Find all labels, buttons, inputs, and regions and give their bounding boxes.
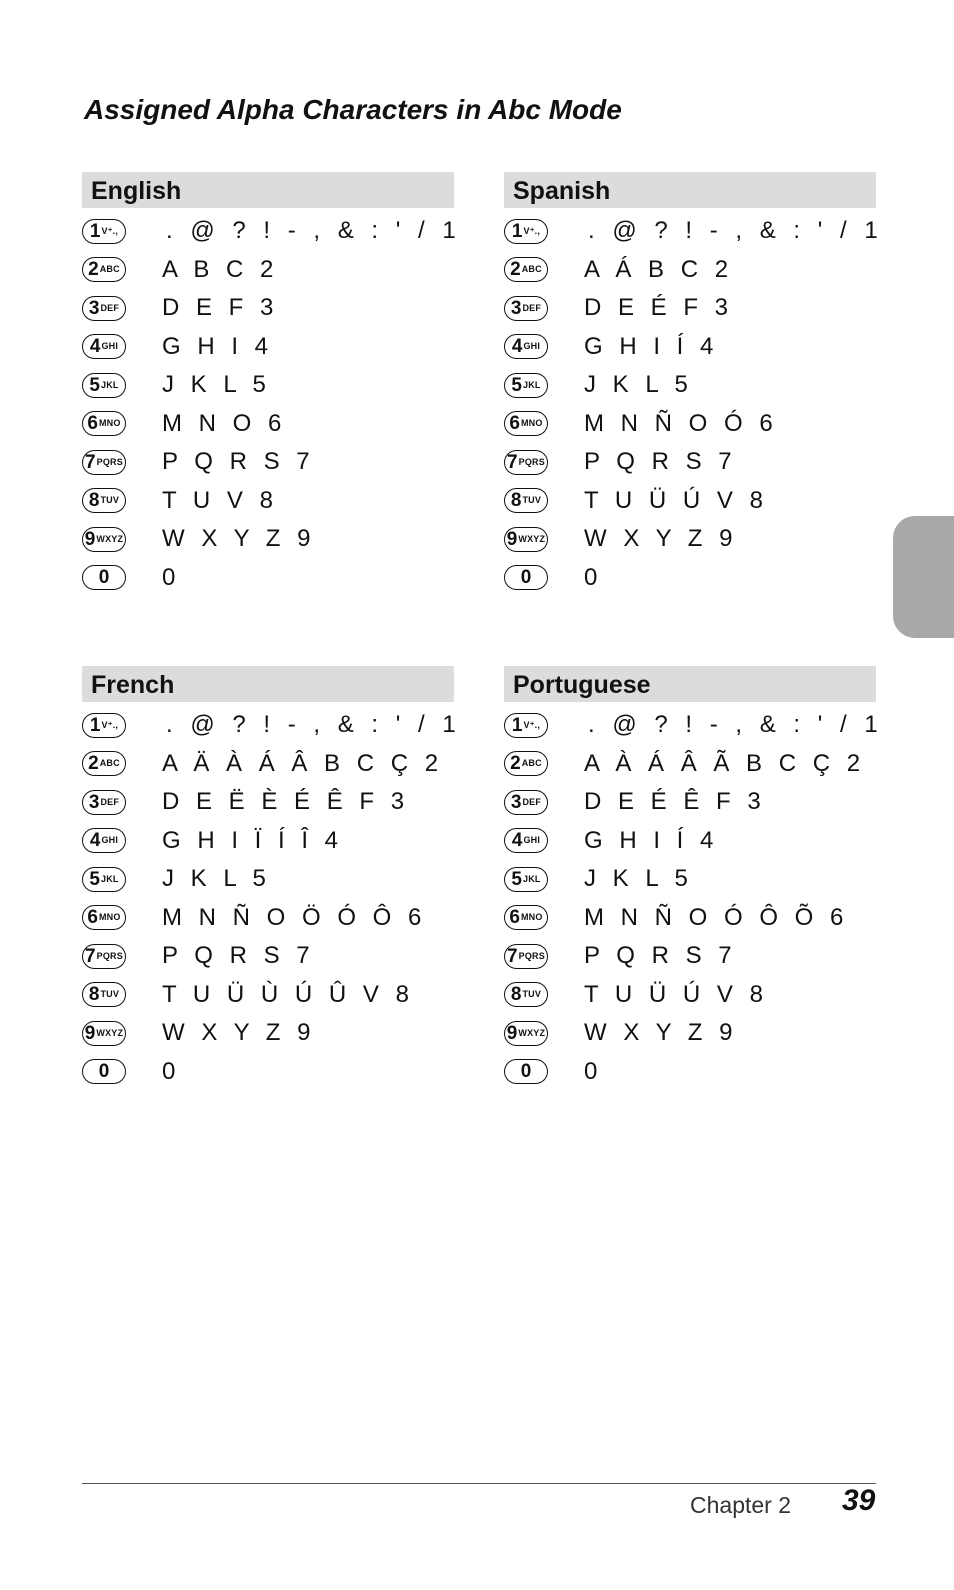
key-digit: 4: [89, 336, 101, 358]
portuguese-header: Portuguese: [504, 666, 876, 702]
keypad-key-4-icon: [504, 828, 548, 853]
key-row: [82, 783, 454, 822]
keypad-key-0-icon: [82, 1059, 126, 1084]
key-letters: GHI: [101, 341, 119, 352]
assigned-characters: . @ ? ! - , & : ' / 1: [166, 711, 457, 739]
key-row: [504, 443, 876, 482]
spanish-header: Spanish: [504, 172, 876, 208]
key-row: [504, 366, 876, 405]
assigned-characters: D E Ë È É Ê F 3: [162, 788, 405, 816]
french-table: [82, 666, 457, 1091]
keypad-key-5-icon: [504, 867, 548, 892]
keypad-key-1-icon: [504, 713, 548, 738]
key-digit: 0: [98, 1061, 110, 1083]
keypad-key-0-icon: [504, 565, 548, 590]
key-row: [82, 937, 454, 976]
key-letters: TUV: [522, 989, 542, 1000]
key-digit: 7: [507, 451, 518, 473]
key-row: [504, 937, 876, 976]
portuguese-rows: [504, 702, 879, 1091]
key-digit: 4: [511, 336, 523, 358]
key-digit: 9: [506, 1022, 518, 1044]
key-digit: 8: [510, 984, 522, 1006]
key-row: [504, 1053, 876, 1092]
key-row: [82, 559, 454, 598]
key-letters: JKL: [522, 873, 541, 884]
key-row: [82, 1014, 454, 1053]
key-letters: JKL: [522, 379, 541, 390]
assigned-characters: P Q R S 7: [584, 942, 733, 970]
key-letters: ABC: [99, 758, 120, 769]
assigned-characters: J K L 5: [584, 865, 689, 893]
assigned-characters: T U V 8: [162, 486, 274, 514]
keypad-key-5-icon: [82, 373, 126, 398]
keypad-key-4-icon: [504, 334, 548, 359]
keypad-key-7-icon: [504, 450, 548, 475]
key-row: [504, 251, 876, 290]
keypad-key-4-icon: [82, 334, 126, 359]
keypad-key-2-icon: [82, 751, 126, 776]
assigned-characters: G H I Í 4: [584, 332, 714, 360]
key-row: [82, 212, 457, 251]
keypad-key-3-icon: [82, 790, 126, 815]
key-row: [82, 1053, 454, 1092]
keypad-key-6-icon: [504, 905, 548, 930]
keypad-key-3-icon: [504, 790, 548, 815]
key-digit: 4: [89, 830, 101, 852]
key-letters: TUV: [100, 989, 120, 1000]
assigned-characters: . @ ? ! - , & : ' / 1: [588, 217, 879, 245]
keypad-key-9-icon: [82, 527, 126, 552]
key-row: [504, 822, 876, 861]
key-letters: V⁺.,: [101, 225, 119, 236]
key-row: [82, 822, 454, 861]
key-letters: V⁺.,: [523, 719, 541, 730]
key-digit: 6: [509, 413, 520, 435]
key-letters: GHI: [523, 835, 541, 846]
assigned-characters: M N Ñ O Ö Ó Ô 6: [162, 903, 422, 931]
key-row: [82, 860, 454, 899]
key-digit: 3: [88, 297, 100, 319]
key-row: [82, 328, 454, 367]
assigned-characters: 0: [584, 563, 598, 591]
assigned-characters: 0: [584, 1057, 598, 1085]
keypad-key-9-icon: [82, 1021, 126, 1046]
key-letters: WXYZ: [96, 1027, 124, 1038]
key-digit: 6: [87, 907, 98, 929]
assigned-characters: 0: [162, 1057, 176, 1085]
keypad-key-9-icon: [504, 1021, 548, 1046]
assigned-characters: J K L 5: [584, 371, 689, 399]
keypad-key-8-icon: [82, 982, 126, 1007]
keypad-key-6-icon: [82, 905, 126, 930]
key-digit: 5: [511, 374, 522, 396]
assigned-characters: . @ ? ! - , & : ' / 1: [588, 711, 879, 739]
assigned-characters: M N Ñ O Ó 6: [584, 409, 774, 437]
key-digit: 6: [509, 907, 520, 929]
key-row: [504, 405, 876, 444]
key-digit: 8: [510, 490, 522, 512]
key-row: [504, 1014, 876, 1053]
key-digit: 5: [89, 374, 100, 396]
assigned-characters: P Q R S 7: [584, 448, 733, 476]
keypad-key-2-icon: [82, 257, 126, 282]
keypad-key-2-icon: [504, 257, 548, 282]
key-letters: PQRS: [96, 456, 123, 467]
keypad-key-0-icon: [504, 1059, 548, 1084]
key-row: [82, 482, 454, 521]
keypad-key-7-icon: [504, 944, 548, 969]
key-letters: ABC: [521, 758, 542, 769]
assigned-characters: D E É Ê F 3: [584, 788, 762, 816]
key-digit: 5: [89, 868, 100, 890]
keypad-key-6-icon: [82, 411, 126, 436]
keypad-key-3-icon: [504, 296, 548, 321]
key-row: [82, 976, 454, 1015]
key-letters: WXYZ: [518, 533, 546, 544]
key-row: [82, 706, 457, 745]
key-letters: PQRS: [518, 950, 545, 961]
keypad-key-1-icon: [504, 219, 548, 244]
key-letters: JKL: [100, 873, 119, 884]
key-digit: 7: [85, 451, 96, 473]
assigned-characters: P Q R S 7: [162, 942, 311, 970]
key-digit: 2: [510, 259, 521, 281]
assigned-characters: P Q R S 7: [162, 448, 311, 476]
english-header: English: [82, 172, 454, 208]
assigned-characters: M N Ñ O Ó Ô Õ 6: [584, 903, 844, 931]
assigned-characters: A Ä À Á Â B C Ç 2: [162, 749, 439, 777]
footer-divider: [82, 1483, 876, 1484]
key-letters: TUV: [522, 495, 542, 506]
key-digit: 9: [506, 528, 518, 550]
key-row: [504, 783, 876, 822]
key-row: [82, 289, 454, 328]
spanish-rows: [504, 208, 879, 597]
key-letters: MNO: [98, 418, 121, 429]
french-header: French: [82, 666, 454, 702]
key-row: [504, 289, 876, 328]
assigned-characters: T U Ü Ú V 8: [584, 486, 764, 514]
assigned-characters: G H I 4: [162, 332, 269, 360]
key-row: [504, 860, 876, 899]
key-letters: ABC: [99, 264, 120, 275]
french-rows: [82, 702, 457, 1091]
key-digit: 4: [511, 830, 523, 852]
key-letters: DEF: [522, 302, 542, 313]
key-row: [504, 212, 879, 251]
keypad-key-7-icon: [82, 450, 126, 475]
key-letters: MNO: [98, 912, 121, 923]
key-digit: 3: [510, 791, 522, 813]
key-digit: 8: [88, 490, 100, 512]
key-letters: DEF: [522, 796, 542, 807]
key-letters: JKL: [100, 379, 119, 390]
key-letters: PQRS: [518, 456, 545, 467]
keypad-key-6-icon: [504, 411, 548, 436]
key-digit: 3: [88, 791, 100, 813]
key-row: [82, 405, 454, 444]
key-letters: DEF: [100, 302, 120, 313]
key-digit: 1: [89, 220, 101, 242]
keypad-key-4-icon: [82, 828, 126, 853]
key-row: [504, 520, 876, 559]
key-letters: TUV: [100, 495, 120, 506]
assigned-characters: T U Ü Ù Ú Û V 8: [162, 980, 410, 1008]
keypad-key-9-icon: [504, 527, 548, 552]
key-digit: 1: [511, 714, 523, 736]
page-title: Assigned Alpha Characters in Abc Mode: [84, 94, 622, 125]
assigned-characters: 0: [162, 563, 176, 591]
assigned-characters: A B C 2: [162, 255, 274, 283]
key-digit: 6: [87, 413, 98, 435]
assigned-characters: D E F 3: [162, 294, 274, 322]
key-letters: GHI: [523, 341, 541, 352]
keypad-key-2-icon: [504, 751, 548, 776]
assigned-characters: D E É F 3: [584, 294, 729, 322]
keypad-key-8-icon: [504, 488, 548, 513]
keypad-key-3-icon: [82, 296, 126, 321]
page-number: 39: [842, 1484, 876, 1517]
key-row: [504, 899, 876, 938]
assigned-characters: A À Á Â Ã B C Ç 2: [584, 749, 861, 777]
keypad-key-1-icon: [82, 713, 126, 738]
key-digit: 2: [88, 753, 99, 775]
key-row: [504, 706, 879, 745]
key-letters: MNO: [520, 912, 543, 923]
portuguese-table: [504, 666, 879, 1091]
assigned-characters: T U Ü Ú V 8: [584, 980, 764, 1008]
keypad-key-7-icon: [82, 944, 126, 969]
keypad-key-5-icon: [504, 373, 548, 398]
key-row: [504, 328, 876, 367]
key-letters: V⁺.,: [523, 225, 541, 236]
chapter-side-tab: [893, 516, 954, 638]
assigned-characters: W X Y Z 9: [584, 1019, 733, 1047]
assigned-characters: G H I Í 4: [584, 826, 714, 854]
key-digit: 1: [511, 220, 523, 242]
english-table: [82, 172, 457, 597]
key-letters: ABC: [521, 264, 542, 275]
keypad-key-8-icon: [504, 982, 548, 1007]
keypad-key-0-icon: [82, 565, 126, 590]
key-letters: WXYZ: [518, 1027, 546, 1038]
key-row: [82, 745, 454, 784]
key-row: [82, 366, 454, 405]
key-letters: PQRS: [96, 950, 123, 961]
assigned-characters: J K L 5: [162, 371, 267, 399]
key-row: [82, 520, 454, 559]
key-digit: 1: [89, 714, 101, 736]
assigned-characters: A Á B C 2: [584, 255, 729, 283]
key-digit: 2: [510, 753, 521, 775]
keypad-key-1-icon: [82, 219, 126, 244]
key-digit: 7: [507, 945, 518, 967]
key-digit: 8: [88, 984, 100, 1006]
footer-chapter: Chapter 2: [690, 1492, 792, 1518]
key-row: [504, 482, 876, 521]
keypad-key-8-icon: [82, 488, 126, 513]
spanish-table: [504, 172, 879, 597]
key-row: [82, 899, 454, 938]
assigned-characters: W X Y Z 9: [162, 1019, 311, 1047]
key-digit: 0: [520, 567, 532, 589]
key-digit: 9: [84, 528, 96, 550]
key-digit: 0: [520, 1061, 532, 1083]
key-row: [82, 443, 454, 482]
key-digit: 2: [88, 259, 99, 281]
assigned-characters: M N O 6: [162, 409, 282, 437]
keypad-key-5-icon: [82, 867, 126, 892]
key-row: [504, 976, 876, 1015]
key-row: [82, 251, 454, 290]
assigned-characters: . @ ? ! - , & : ' / 1: [166, 217, 457, 245]
key-letters: GHI: [101, 835, 119, 846]
key-digit: 5: [511, 868, 522, 890]
key-letters: V⁺.,: [101, 719, 119, 730]
key-digit: 7: [85, 945, 96, 967]
key-row: [504, 559, 876, 598]
key-row: [504, 745, 876, 784]
key-letters: DEF: [100, 796, 120, 807]
assigned-characters: J K L 5: [162, 865, 267, 893]
key-digit: 9: [84, 1022, 96, 1044]
english-rows: [82, 208, 457, 597]
assigned-characters: G H I Ï Í Î 4: [162, 826, 339, 854]
key-letters: MNO: [520, 418, 543, 429]
assigned-characters: W X Y Z 9: [584, 525, 733, 553]
key-digit: 3: [510, 297, 522, 319]
key-digit: 0: [98, 567, 110, 589]
assigned-characters: W X Y Z 9: [162, 525, 311, 553]
key-letters: WXYZ: [96, 533, 124, 544]
